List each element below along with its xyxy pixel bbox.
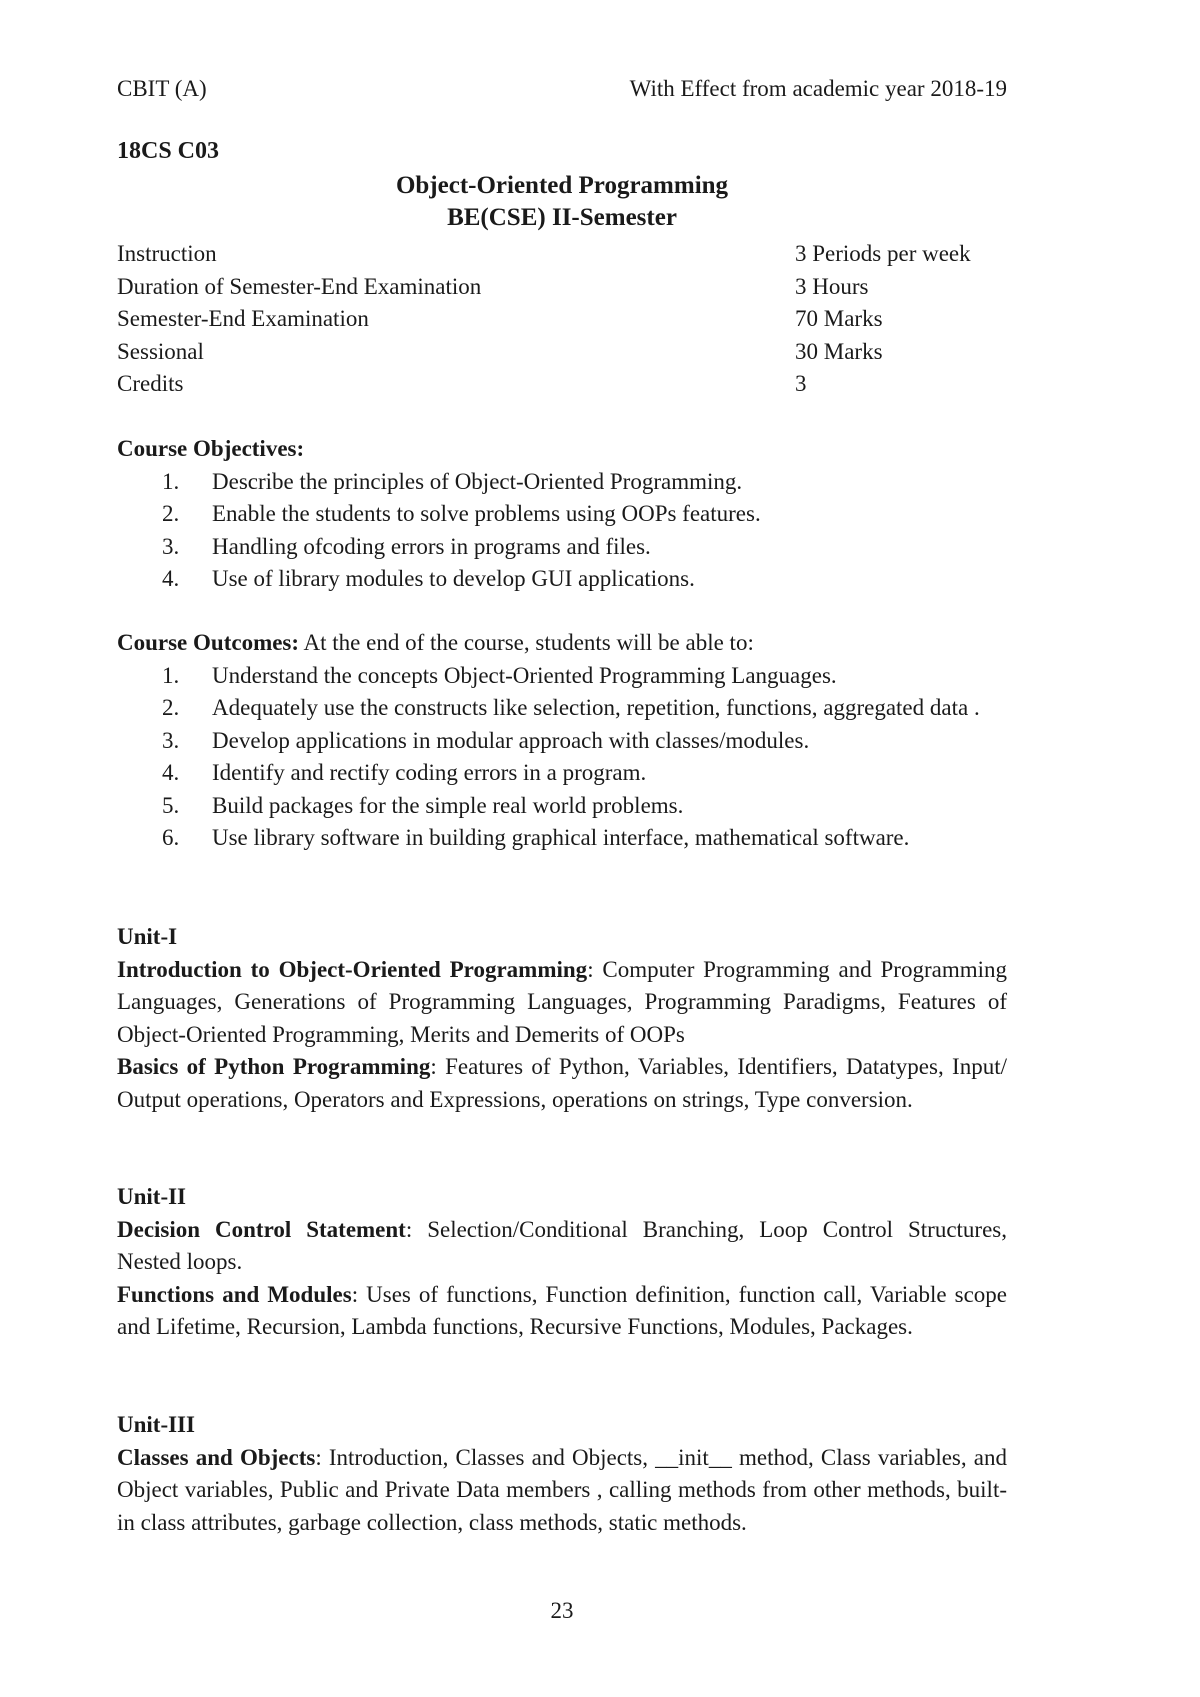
list-item — [117, 757, 1007, 790]
running-header — [117, 76, 1007, 112]
info-value: 3 — [795, 371, 807, 396]
list-number: 4. — [162, 566, 180, 591]
info-key: Sessional — [117, 338, 204, 364]
list-item — [117, 725, 1007, 758]
list-text: Identify and rectify coding errors in a program. — [212, 760, 647, 785]
course-objectives — [117, 433, 1007, 596]
unit-section — [117, 1181, 1007, 1344]
objectives-list — [117, 466, 1007, 596]
topic-text: : Introduction, Classes and Objects, __init__ method, Class variables, and Object variables, Public and Private Data members , calling methods from other methods, built-in class attributes, garbage collection, class methods, static methods. — [117, 1444, 1007, 1535]
info-value: 3 Hours — [795, 273, 869, 299]
unit-section — [117, 921, 1007, 1116]
course-outcomes — [117, 627, 1007, 855]
info-row — [117, 271, 1007, 304]
list-number: 2. — [162, 695, 180, 720]
list-item — [117, 692, 1007, 725]
unit-paragraph — [117, 1051, 1007, 1116]
list-item — [117, 531, 1007, 564]
page-number: 23 — [550, 1598, 574, 1623]
list-text: Develop applications in modular approach with classes/modules. — [212, 727, 810, 753]
list-text: Handling ofcoding errors in programs and files. — [212, 533, 651, 559]
list-text: Understand the concepts Object-Oriented Programming Languages. — [212, 662, 837, 688]
list-item — [117, 660, 1007, 693]
topic-text: : Selection/Conditional Branching, Loop Control Structures, Nested loops. — [117, 1216, 1007, 1274]
info-key: Credits — [117, 371, 184, 396]
topic-title: Basics of Python Programming — [117, 1054, 431, 1079]
info-row — [117, 368, 1007, 401]
info-row — [117, 303, 1007, 336]
list-item — [117, 563, 1007, 596]
list-number: 3. — [162, 533, 180, 559]
document-page — [117, 0, 1007, 1697]
list-text: Describe the principles of Object-Oriented Programming. — [212, 468, 743, 494]
course-semester: BE(CSE) II-Semester — [447, 204, 677, 231]
outcomes-intro: At the end of the course, students will be able to: — [299, 630, 754, 655]
outcomes-heading: Course Outcomes: — [117, 630, 300, 655]
list-number: 4. — [162, 760, 180, 785]
list-number: 6. — [162, 825, 180, 850]
info-value: 70 Marks — [795, 306, 883, 331]
info-row — [117, 336, 1007, 369]
info-key: Duration of Semester-End Examination — [117, 273, 482, 299]
list-text: Build packages for the simple real world problems. — [212, 792, 684, 818]
topic-text: : Features of Python, Variables, Identifiers, Datatypes, Input/ Output operations, Operators and Expressions, operations on strings, Type conversion. — [117, 1054, 1008, 1112]
unit-paragraph — [117, 1279, 1007, 1344]
unit-heading: Unit-I — [117, 924, 178, 949]
course-title: Object-Oriented Programming — [395, 172, 729, 199]
outcomes-intro-line — [117, 627, 1007, 660]
info-value: 30 Marks — [795, 338, 883, 364]
outcomes-list — [117, 660, 1007, 855]
course-title-block — [117, 170, 1007, 234]
list-item — [117, 466, 1007, 499]
list-item — [117, 498, 1007, 531]
unit-paragraph — [117, 954, 1007, 1052]
topic-text: : Computer Programming and Programming Languages, Generations of Programming Languages, Programming Paradigms, Features of Object-Oriented Programming, Merits and Demerits of OOPs — [117, 956, 1007, 1047]
unit-heading: Unit-II — [117, 1184, 187, 1209]
unit-heading: Unit-III — [117, 1412, 195, 1437]
unit-paragraph — [117, 1214, 1007, 1279]
info-key: Instruction — [117, 241, 217, 266]
topic-title: Classes and Objects — [117, 1444, 316, 1470]
topic-title: Functions and Modules — [117, 1281, 352, 1307]
list-text: Use of library modules to develop GUI applications. — [212, 566, 695, 591]
course-info-table — [117, 238, 1007, 401]
list-text: Enable the students to solve problems using OOPs features. — [212, 501, 761, 526]
topic-title: Decision Control Statement — [117, 1216, 406, 1242]
info-row — [117, 238, 1007, 271]
info-key: Semester-End Examination — [117, 306, 369, 331]
list-text: Use library software in building graphical interface, mathematical software. — [212, 825, 910, 850]
header-effective-year: With Effect from academic year 2018-19 — [629, 76, 1007, 101]
objectives-heading: Course Objectives: — [117, 436, 305, 461]
list-number: 1. — [162, 468, 180, 494]
topic-text: : Uses of functions, Function definition, function call, Variable scope and Lifetime, Recursion, Lambda functions, Recursive Functions, Modules, Packages. — [117, 1281, 1007, 1339]
course-code: 18CS C03 — [117, 138, 220, 164]
unit-section — [117, 1409, 1007, 1539]
list-text: Adequately use the constructs like selection, repetition, functions, aggregated data . — [212, 695, 980, 720]
unit-paragraph — [117, 1442, 1007, 1540]
list-item — [117, 822, 1007, 855]
header-institution: CBIT (A) — [117, 76, 207, 101]
list-number: 3. — [162, 727, 180, 753]
list-number: 2. — [162, 501, 180, 526]
info-value: 3 Periods per week — [795, 241, 971, 266]
list-number: 1. — [162, 662, 180, 688]
list-item — [117, 790, 1007, 823]
list-number: 5. — [162, 792, 180, 818]
topic-title: Introduction to Object-Oriented Programming — [117, 956, 588, 982]
